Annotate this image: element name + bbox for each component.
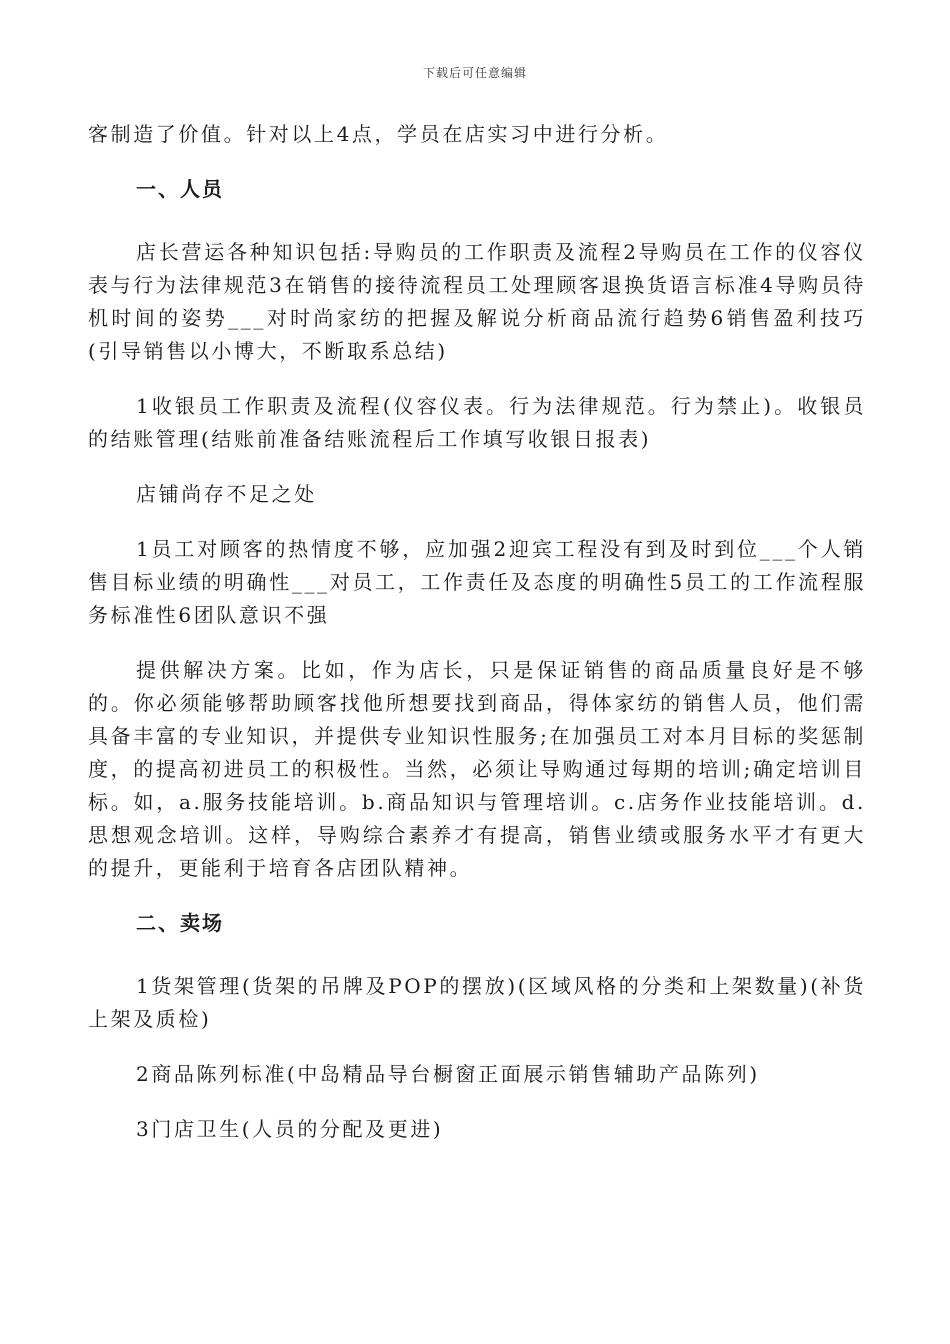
paragraph-shortcomings-list: 1员工对顾客的热情度不够，应加强2迎宾工程没有到及时到位___个人销售目标业绩的明确性___对员工，工作责任及态度的明确性5员工的工作流程服务标准性6团队意识不强 — [88, 537, 866, 627]
document-body — [88, 118, 866, 1168]
paragraph-solutions: 提供解决方案。比如，作为店长，只是保证销售的商品质量良好是不够的。你必须能够帮助顾客找他所想要找到商品，得体家纺的销售人员，他们需具备丰富的专业知识，并提供专业知识性服务;在加强员工对本月目标的奖惩制度，的提高初进员工的积极性。当然，必须让导购通过每期的培训;确定培训目标。如，a.服务技能培训。b.商品知识与管理培训。c.店务作业技能培训。d.思想观念培训。这样，导购综合素养才有提高，销售业绩或服务水平才有更大的提升，更能利于培育各店团队精神。 — [88, 658, 866, 880]
paragraph-shortcomings-title: 店铺尚存不足之处 — [136, 482, 317, 506]
paragraph-store-hygiene: 3门店卫生(人员的分配及更进) — [136, 1117, 444, 1141]
paragraph-display-standards: 2商品陈列标准(中岛精品导台橱窗正面展示销售辅助产品陈列) — [136, 1062, 760, 1086]
paragraph-cashier-duties: 1收银员工作职责及流程(仪容仪表。行为法律规范。行为禁止)。收银员的结账管理(结账前准备结账流程后工作填写收银日报表) — [88, 394, 866, 451]
page-header: 下载后可任意编辑 — [422, 66, 527, 80]
section-heading-sales-floor: 二、卖场 — [136, 911, 224, 935]
paragraph-manager-knowledge: 店长营运各种知识包括:导购员的工作职责及流程2导购员在工作的仪容仪表与行为法律规范3在销售的接待流程员工处理顾客退换货语言标准4导购员待机时间的姿势___对时尚家纺的把握及解说分析商品流行趋势6销售盈利技巧(引导销售以小博大，不断取系总结) — [88, 240, 866, 363]
section-heading-personnel: 一、人员 — [136, 177, 224, 201]
paragraph-continuation: 客制造了价值。针对以上4点，学员在店实习中进行分析。 — [88, 122, 669, 146]
paragraph-shelf-management: 1货架管理(货架的吊牌及POP的摆放)(区域风格的分类和上架数量)(补货上架及质检) — [88, 974, 866, 1031]
